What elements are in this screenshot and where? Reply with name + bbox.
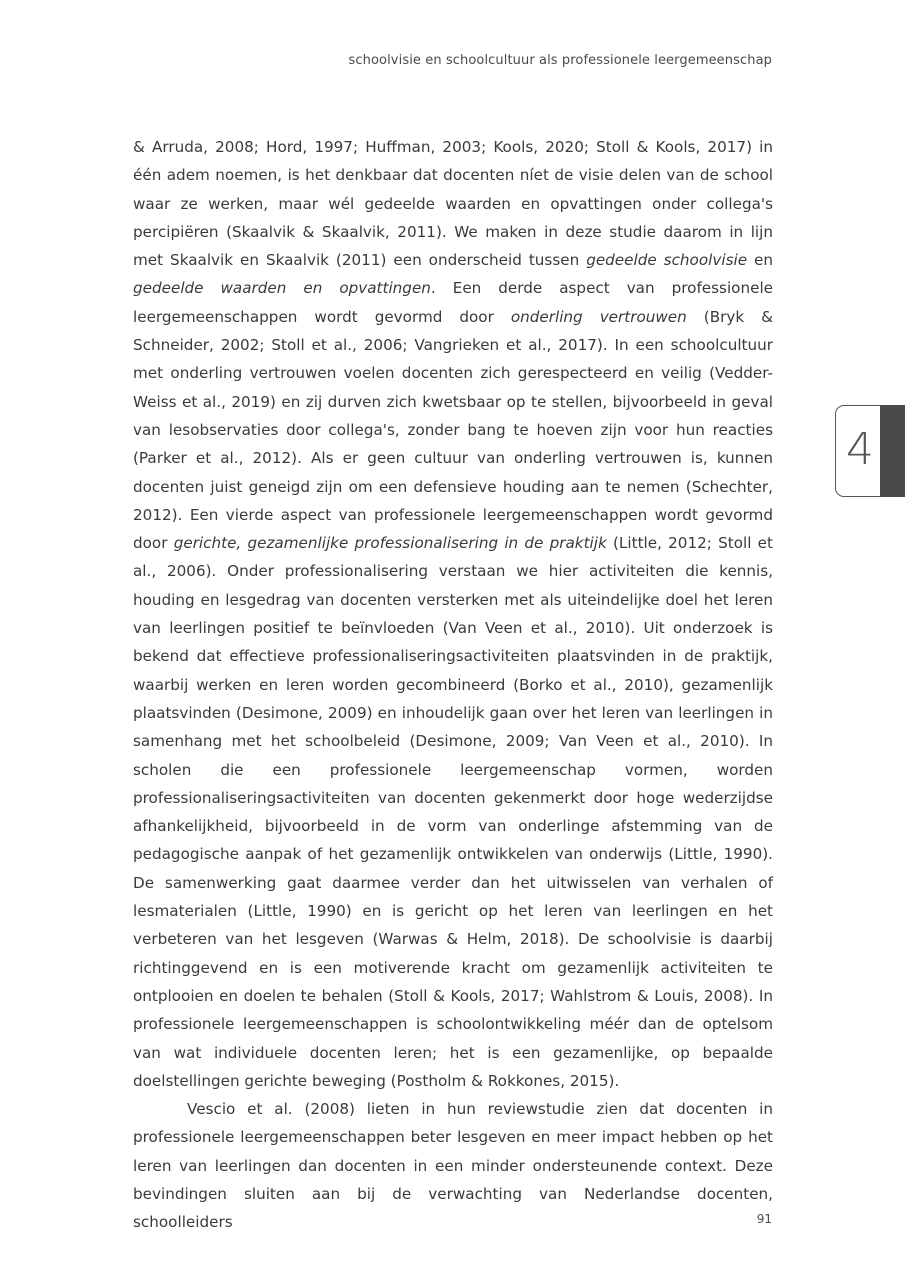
- text-segment: (Bryk & Schneider, 2002; Stoll et al., 2006; Vangrieken et al., 2017). In een schoolcultuur met onderling vertrouwen voelen docenten zich gerespecteerd en veilig (Vedder-Weiss et al., 2019) en zij durven zich kwetsbaar op te stellen, bijvoorbeeld in geval van lesobservaties door collega's, zonder bang te hoeven zijn voor hun reacties (Parker et al., 2012). Als er geen cultuur van onderling vertrouwen is, kunnen docenten juist geneigd zijn om een defensieve houding aan te nemen (Schechter, 2012). Een vierde aspect van professionele leergemeenschappen wordt gevormd door: [133, 307, 773, 553]
- text-segment: . Een derde aspect van professionele leergemeenschappen wordt gevormd door: [133, 279, 774, 326]
- text-segment: en: [747, 251, 773, 270]
- text-segment: (Little, 2012; Stoll et al., 2006). Onder professionalisering verstaan we hier activiteiten die kennis, houding en lesgedrag van docenten versterken met als uiteindelijke doel het leren van leerlingen positief te beïnvloeden (Van Veen et al., 2010). Uit onderzoek is bekend dat effectieve professionaliseringsactiviteiten plaatsvinden in de praktijk, waarbij werken en leren worden gecombineerd (Borko et al., 2010), gezamenlijk plaatsvinden (Desimone, 2009) en inhoudelijk gaan over het leren van leerlingen in samenhang met het schoolbeleid (Desimone, 2009; Van Veen et al., 2010). In scholen die een professionele leergemeenschap vormen, worden professionaliseringsactiviteiten van docenten gekenmerkt door hoge wederzijdse afhankelijkheid, bijvoorbeeld in de vorm van onderlinge afstemming van de pedagogische aanpak of het gezamenlijk ontwikkelen van onderwijs (Little, 1990). De samenwerking gaat daarmee verder dan het uitwisselen van verhalen of lesmaterialen (Little, 1990) en is gericht op het leren van leerlingen en het verbeteren van het lesgeven (Warwas & Helm, 2018). De schoolvisie is daarbij richtinggevend en is een motiverende kracht om gezamenlijk activiteiten te ontplooien en doelen te behalen (Stoll & Kools, 2017; Wahlstrom & Louis, 2008). In professionele leergemeenschappen is schoolontwikkeling méér dan de optelsom van wat individuele docenten leren; het is een gezamenlijke, op bepaalde doelstellingen gerichte beweging (Postholm & Rokkones, 2015).: [133, 534, 773, 1090]
- chapter-tab-bar: [880, 405, 905, 497]
- italic-term: gerichte, gezamenlijke professionalisering in de praktijk: [173, 534, 607, 553]
- italic-term: gedeelde waarden en opvattingen: [133, 279, 431, 298]
- italic-term: gedeelde schoolvisie: [586, 251, 748, 270]
- paragraph-2: Vescio et al. (2008) lieten in hun reviewstudie zien dat docenten in professionele leergemeenschappen beter lesgeven en meer impact hebben op het leren van leerlingen dan docenten in een minder ondersteunende context. Deze bevindingen sluiten aan bij de verwachting van Nederlandse docenten, schoolleiders: [133, 1100, 773, 1232]
- italic-term: onderling vertrouwen: [510, 307, 687, 326]
- paragraph-1: [133, 133, 773, 1095]
- running-header: schoolvisie en schoolcultuur als professionele leergemeenschap: [348, 53, 772, 68]
- body-text: [133, 133, 773, 1237]
- chapter-tab: [835, 405, 905, 497]
- page-number: 91: [756, 1212, 772, 1226]
- text-segment: & Arruda, 2008; Hord, 1997; Huffman, 2003; Kools, 2020; Stoll & Kools, 2017) in één adem noemen, is het denkbaar dat docenten níet de visie delen van de school waar ze werken, maar wél gedeelde waarden en opvattingen onder collega's percipiëren (Skaalvik & Skaalvik, 2011). We maken in deze studie daarom in lijn met Skaalvik en Skaalvik (2011) een onderscheid tussen: [133, 138, 773, 270]
- chapter-number: 4: [846, 424, 874, 475]
